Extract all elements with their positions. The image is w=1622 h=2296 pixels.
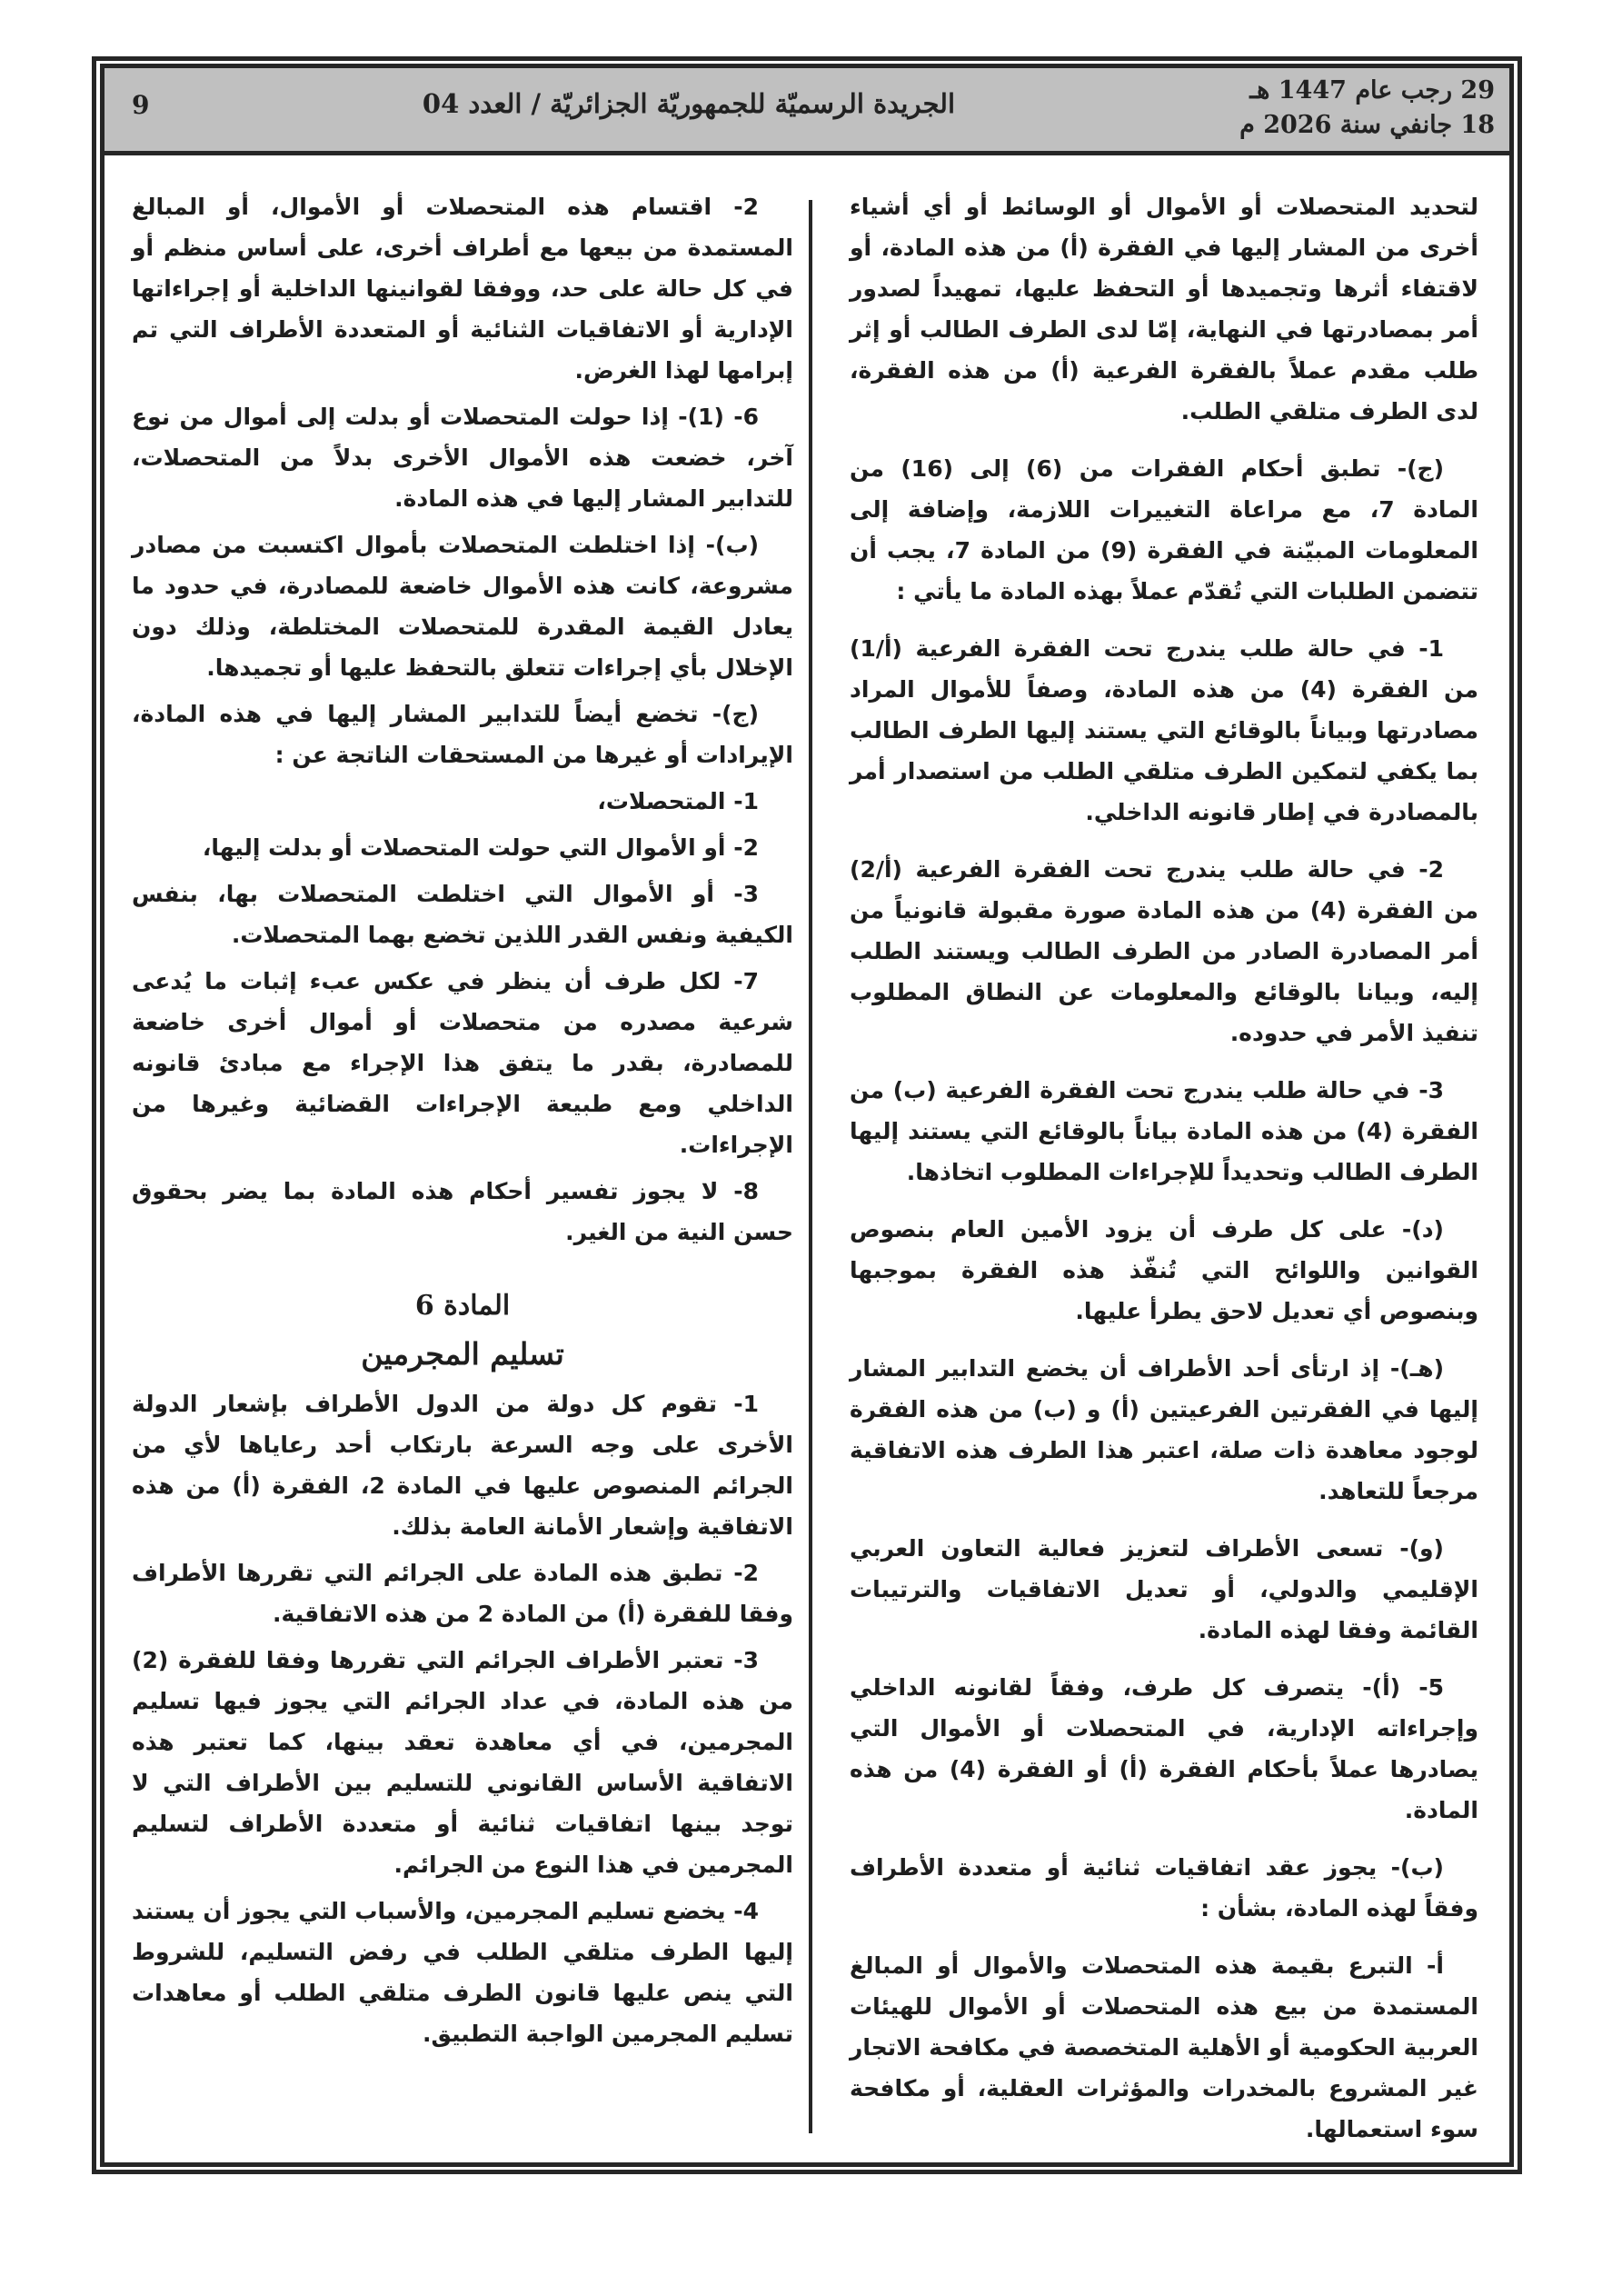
paragraph: 3- في حالة طلب يندرج تحت الفقرة الفرعية (ب) من الفقرة (4) من هذه المادة بياناً بالوقائع التي يستند إليها الطرف الطالب وتحديداً للإجراءات المطلوب اتخاذها. bbox=[850, 1077, 1478, 1185]
paragraph-text: لا يجوز تفسير أحكام هذه المادة بما يضر بحقوق حسن النية من الغير. bbox=[132, 1178, 793, 1245]
gregorian-date: 18 جانفي سنة 2026 م bbox=[1239, 111, 1495, 139]
paragraph: (و)- تسعى الأطراف لتعزيز فعالية التعاون العربي الإقليمي والدولي، أو تعديل الاتفاقيات والترتيبات القائمة وفقا لهذه المادة. bbox=[850, 1535, 1478, 1643]
list-item: 1- المتحصلات، bbox=[597, 788, 759, 814]
paragraph: (هـ)- إذ ارتأى أحد الأطراف أن يخضع التدابير المشار إليها في الفقرتين الفرعيتين (أ) و (ب) من هذه الفقرة لوجود معاهدة ذات صلة، اعتبر هذا الطرف هذه الاتفاقية مرجعاً للتعاهد. bbox=[850, 1355, 1478, 1504]
paragraph: 2- اقتسام هذه المتحصلات أو الأموال، أو المبالغ المستمدة من بيعها مع أطراف أخرى، على أساس منظم أو في كل حالة على حد، ووفقا لقوانينها الداخلية أو إجراءاتها الإدارية أو الاتفاقيات الثنائية أو المتعددة الأطراف التي تم إبرامها لهذا الغرض. bbox=[132, 194, 793, 384]
paragraph: (ب)- إذا اختلطت المتحصلات بأموال اكتسبت من مصادر مشروعة، كانت هذه الأموال خاضعة للمصادرة، في حدود ما يعادل القيمة المقدرة للمتحصلات المختلطة، وذلك دون الإخلال بأي إجراءات تتعلق بالتحفظ عليها أو تجميدها. bbox=[132, 532, 793, 681]
paragraph: لتحديد المتحصلات أو الأموال أو الوسائط أو أي أشياء أخرى من المشار إليها في الفقرة (أ) من هذه المادة، أو لاقتفاء أثرها وتجميدها أو التحفظ عليها، تمهيداً لصدور أمر بمصادرتها في النهاية، إمّا لدى الطرف الطالب أو إثر طلب مقدم عملاً بالفقرة الفرعية (أ) من هذه الفقرة، لدى الطرف متلقي الطلب. bbox=[850, 194, 1478, 424]
paragraph-text: (أ)- يتصرف كل طرف، وفقاً لقانونه الداخلي وإجراءاته الإدارية، في المتحصلات أو الأموال التي يصادرها عملاً بأحكام الفقرة (أ) أو الفقرة (4) من هذه المادة. bbox=[850, 1674, 1478, 1823]
paragraph: (د)- على كل طرف أن يزود الأمين العام بنصوص القوانين واللوائح التي تُنفّذ هذه الفقرة بموجبها وبنصوص أي تعديل لاحق يطرأ عليها. bbox=[850, 1216, 1478, 1324]
paragraph: (ج)- تخضع أيضاً للتدابير المشار إليها في هذه المادة، الإيرادات أو غيرها من المستحقات الناتجة عن : bbox=[132, 701, 793, 768]
paragraph-text: (1)- إذا حولت المتحصلات أو بدلت إلى أموال من نوع آخر، خضعت هذه الأموال الأخرى بدلاً من المتحصلات، للتدابير المشار إليها في هذه المادة. bbox=[132, 404, 793, 512]
hijri-date: 29 رجب عام 1447 هـ bbox=[1249, 76, 1495, 105]
paragraph: (ج)- تطبق أحكام الفقرات من (6) إلى (16) من المادة 7، مع مراعاة التغييرات اللازمة، وإضافة إلى المعلومات المبيّنة في الفقرة (9) من المادة 7، يجب أن تتضمن الطلبات التي تُقدّم عملاً بهذه المادة ما يأتي : bbox=[850, 455, 1478, 604]
gazette-title: الجريدة الرسميّة للجمهوريّة الجزائريّة / العدد 04 bbox=[422, 88, 956, 119]
list-item: 3- أو الأموال التي اختلطت المتحصلات بها، بنفس الكيفية ونفس القدر اللذين تخضع بهما المتحصلات. bbox=[132, 881, 793, 948]
section-number: 5- bbox=[1418, 1674, 1444, 1701]
article-subtitle: تسليم المجرمين bbox=[361, 1336, 564, 1372]
paragraph: 1- تقوم كل دولة من الدول الأطراف بإشعار الدولة الأخرى على وجه السرعة بارتكاب أحد رعاياها لأي من الجرائم المنصوص عليها في المادة 2، الفقرة (أ) من هذه الاتفاقية وإشعار الأمانة العامة بذلك. bbox=[132, 1391, 793, 1540]
paragraph-section-6 bbox=[132, 396, 793, 519]
list-item: 2- أو الأموال التي حولت المتحصلات أو بدلت إليها، bbox=[202, 834, 759, 861]
article-title: المادة 6 bbox=[414, 1290, 511, 1322]
left-column bbox=[132, 186, 793, 2060]
paragraph: 3- تعتبر الأطراف الجرائم التي تقررها وفقا للفقرة (2) من هذه المادة، في عداد الجرائم التي يجوز فيها تسليم المجرمين، في أي معاهدة تعقد بينها، كما تعتبر هذه الاتفاقية الأساس القانوني للتسليم بين الأطراف التي لا توجد بينها اتفاقيات ثنائية أو متعددة الأطراف لتسليم المجرمين في هذا النوع من الجرائم. bbox=[132, 1647, 793, 1878]
gazette-header bbox=[104, 68, 1509, 155]
paragraph: 1- في حالة طلب يندرج تحت الفقرة الفرعية (أ/1) من الفقرة (4) من هذه المادة، وصفاً للأموال المراد مصادرتها وبياناً بالوقائع التي يستند إليها الطرف الطالب بما يكفي لتمكين الطرف متلقي الطلب من استصدار أمر بالمصادرة في إطار قانونه الداخلي. bbox=[850, 635, 1479, 825]
section-number: 6- bbox=[733, 404, 759, 430]
paragraph: 2- في حالة طلب يندرج تحت الفقرة الفرعية (أ/2) من الفقرة (4) من هذه المادة صورة مقبولة قانونياً من أمر المصادرة الصادر من الطرف الطالب ويستند الطلب إليه، وبيانا بالوقائع والمعلومات عن النطاق المطلوب تنفيذ الأمر في حدوده. bbox=[850, 856, 1478, 1046]
paragraph: 2- تطبق هذه المادة على الجرائم التي تقررها الأطراف وفقا للفقرة (أ) من المادة 2 من هذه الاتفاقية. bbox=[132, 1560, 793, 1627]
page-number: 9 bbox=[132, 90, 150, 120]
right-column bbox=[850, 186, 1478, 2166]
paragraph: أ- التبرع بقيمة هذه المتحصلات والأموال أو المبالغ المستمدة من بيع هذه المتحصلات أو الأموال للهيئات العربية الحكومية أو الأهلية المتخصصة في مكافحة الاتجار غير المشروع بالمخدرات والمؤثرات العقلية، أو مكافحة سوء استعمالها. bbox=[850, 1952, 1478, 2142]
paragraph-text: لكل طرف أن ينظر في عكس عبء إثبات ما يُدعى شرعية مصدره من متحصلات أو أموال أخرى خاضعة للمصادرة، بقدر ما يتفق هذا الإجراء مع مبادئ قانونه الداخلي ومع طبيعة الإجراءات القضائية وغيرها من الإجراءات. bbox=[132, 968, 793, 1158]
column-divider bbox=[809, 200, 812, 2133]
paragraph: 4- يخضع تسليم المجرمين، والأسباب التي يجوز أن يستند إليها الطرف متلقي الطلب في رفض التسليم، للشروط التي ينص عليها قانون الطرف متلقي الطلب أو معاهدات تسليم المجرمين الواجبة التطبيق. bbox=[132, 1898, 793, 2047]
section-number: 7- bbox=[733, 968, 759, 994]
paragraph-section-5 bbox=[850, 1667, 1478, 1831]
section-number: 8- bbox=[733, 1178, 759, 1204]
paragraph-section-7 bbox=[132, 961, 793, 1165]
paragraph-section-8 bbox=[132, 1171, 793, 1253]
paragraph: (ب)- يجوز عقد اتفاقيات ثنائية أو متعددة الأطراف وفقاً لهذه المادة، بشأن : bbox=[850, 1854, 1478, 1922]
